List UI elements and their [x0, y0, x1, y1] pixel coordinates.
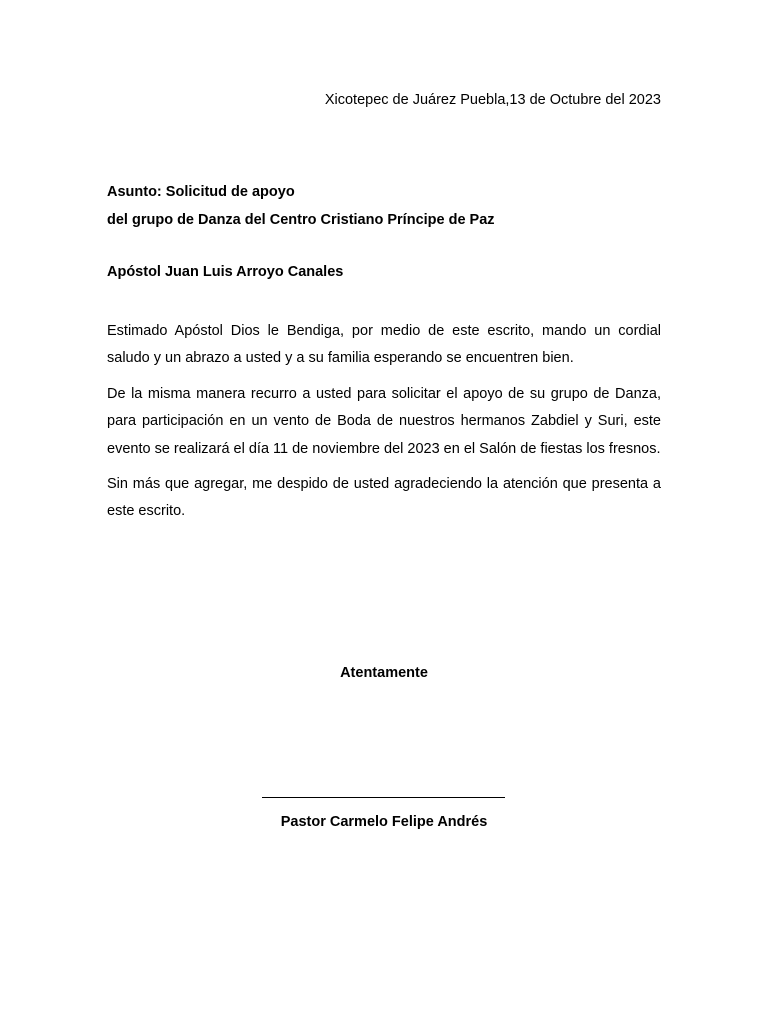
subject-block [107, 178, 495, 234]
signer-name: Pastor Carmelo Felipe Andrés [280, 814, 488, 830]
signature-line [262, 797, 505, 798]
letter-body [107, 318, 661, 534]
date-line: Xicotepec de Juárez Puebla,13 de Octubre del 2023 [324, 92, 661, 108]
recipient-name: Apóstol Juan Luis Arroyo Canales [107, 264, 344, 280]
closing-text: Atentamente [340, 665, 428, 681]
paragraph-greeting: Estimado Apóstol Dios le Bendiga, por medio de este escrito, mando un cordial saludo y un abrazo a usted y a su familia esperando se encuentren bien. [107, 323, 661, 367]
subject-line-1: Asunto: Solicitud de apoyo [107, 184, 295, 200]
paragraph-farewell: Sin más que agregar, me despido de usted agradeciendo la atención que presenta a este escrito. [107, 476, 661, 520]
subject-line-2: del grupo de Danza del Centro Cristiano Príncipe de Paz [107, 212, 495, 228]
paragraph-request: De la misma manera recurro a usted para solicitar el apoyo de su grupo de Danza, para participación en un vento de Boda de nuestros hermanos Zabdiel y Suri, este evento se realizará el día 11 de noviembre del 2023 en el Salón de fiestas los fresnos. [107, 385, 661, 457]
